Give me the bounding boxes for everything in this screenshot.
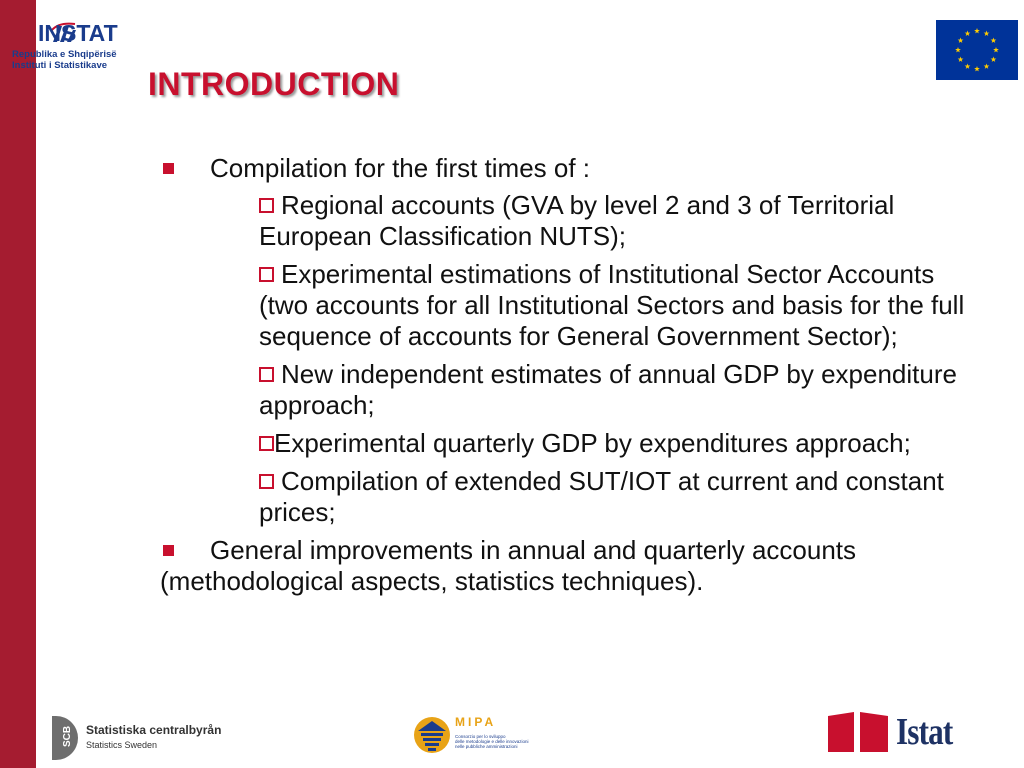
instat-logo	[12, 20, 122, 76]
mipa-line3: nelle pubbliche amministrazioni	[455, 744, 518, 749]
bullet-text: General improvements in annual and quarterly accounts (methodological aspects, statistics techniques).	[160, 535, 857, 596]
hollow-square-bullet-icon	[259, 436, 274, 451]
sub-item-text: Experimental quarterly GDP by expenditures approach;	[274, 428, 911, 458]
sub-item-regional-accounts	[259, 190, 990, 252]
hollow-square-bullet-icon	[259, 267, 274, 282]
sub-item-annual-gdp	[259, 359, 990, 421]
mipa-logo	[412, 712, 542, 760]
istat-name: Istat	[896, 711, 953, 753]
instat-logo-line2: Instituti i Statistikave	[12, 60, 108, 71]
scb-logo	[50, 712, 240, 764]
sub-item-text: Regional accounts (GVA by level 2 and 3 of Territorial European Classification NUTS);	[259, 190, 895, 251]
filled-square-bullet-icon	[163, 545, 174, 556]
sub-item-text: New independent estimates of annual GDP by expenditure approach;	[259, 359, 957, 420]
scb-logo-mark	[50, 714, 80, 762]
sub-item-institutional-sector	[259, 259, 990, 352]
mipa-line1: Consorzio per lo sviluppo	[455, 734, 506, 739]
sub-item-text: Experimental estimations of Institutional Sector Accounts (two accounts for all Institutional Sectors and basis for the full sequence of accounts for General Government Sector);	[259, 259, 965, 351]
bullet-text: Compilation for the first times of :	[210, 153, 591, 183]
side-accent-bar	[0, 0, 36, 768]
hollow-square-bullet-icon	[259, 198, 274, 213]
bullet-item-improvements	[160, 535, 990, 597]
mipa-logo-mark	[412, 715, 452, 755]
scb-subtitle: Statistics Sweden	[86, 740, 158, 750]
instat-logo-line1: Republika e Shqipërisë	[12, 49, 117, 60]
mipa-line2: delle metodologie e delle innovazioni	[455, 739, 529, 744]
sub-item-text: Compilation of extended SUT/IOT at current and constant prices;	[259, 466, 944, 527]
instat-logo-name: INSTAT	[38, 20, 118, 46]
scb-title: Statistiska centralbyrån	[86, 723, 222, 737]
sub-item-sut-iot	[259, 466, 990, 528]
mipa-name: MIPA	[455, 715, 497, 729]
sub-item-quarterly-gdp	[259, 428, 990, 459]
scb-monogram: SCB	[62, 725, 73, 747]
bullet-item-compilation	[160, 153, 990, 184]
eu-flag-icon	[936, 20, 1018, 80]
istat-logo-mark	[826, 708, 892, 754]
hollow-square-bullet-icon	[259, 367, 274, 382]
hollow-square-bullet-icon	[259, 474, 274, 489]
istat-logo	[826, 706, 976, 756]
slide-content	[160, 153, 990, 603]
filled-square-bullet-icon	[163, 163, 174, 174]
page-title: INTRODUCTION	[148, 66, 400, 102]
